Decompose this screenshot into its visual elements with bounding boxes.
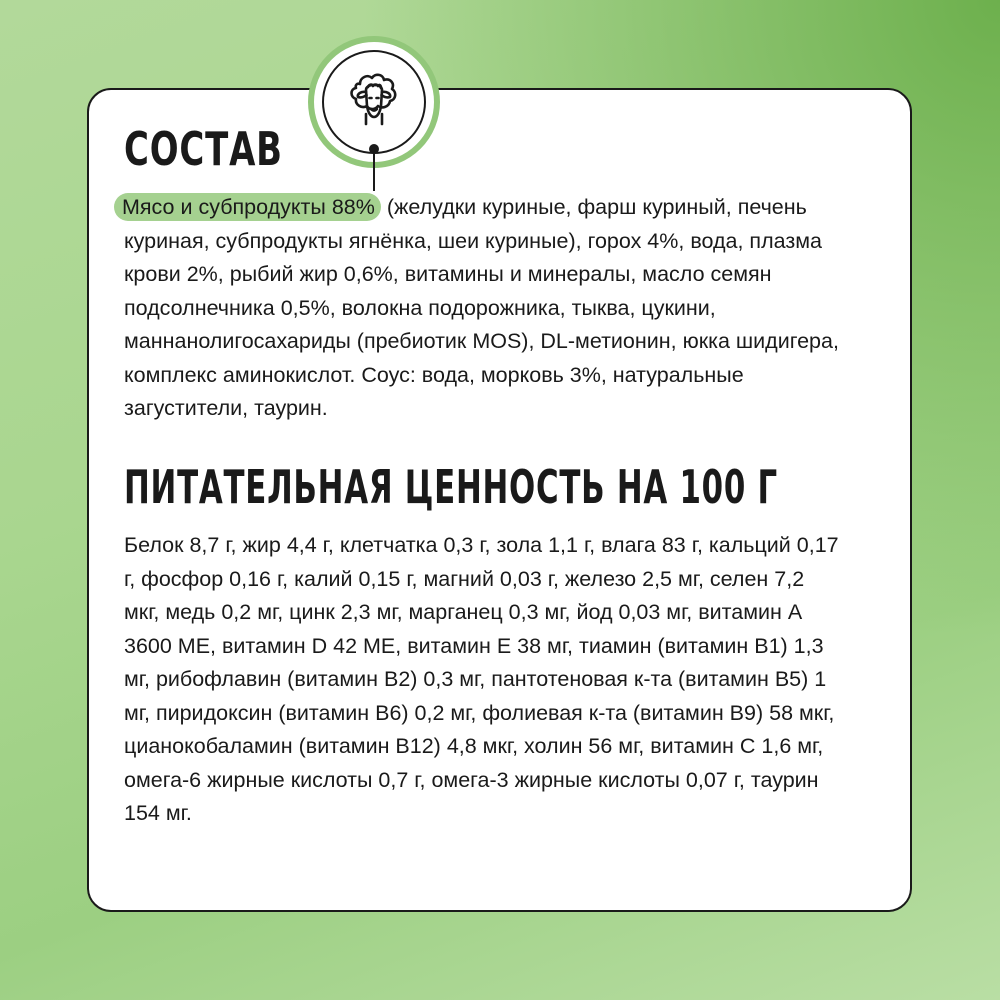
badge-connector-dot — [369, 144, 379, 154]
nutrition-title: ПИТАТЕЛЬНАЯ ЦЕННОСТЬ НА 100 Г — [124, 460, 778, 514]
composition-body: (желудки куриные, фарш куриный, печень куриная, субпродукты ягнёнка, шеи куриные), горох 4%, вода, плазма крови 2%, рыбий жир 0,6%, витамины и минералы, масло семян подсолнечника 0,5%, волокна подорожника, тыква, цукини, маннанолигосахариды (пребиотик MOS), DL-метионин, юкка шидигера, комплекс аминокислот. Соус: вода, морковь 3%, натуральные загустители, таурин. — [124, 195, 839, 420]
nutrition-text: Белок 8,7 г, жир 4,4 г, клетчатка 0,3 г, зола 1,1 г, влага 83 г, кальций 0,17 г, фосфор 0,16 г, калий 0,15 г, магний 0,03 г, железо 2,5 мг, селен 7,2 мкг, медь 0,2 мг, цинк 2,3 мг, марганец 0,3 мг, йод 0,03 мг, витамин А 3600 МЕ, витамин D 42 МЕ, витамин Е 38 мг, тиамин (витамин B1) 1,3 мг, рибофлавин (витамин B2) 0,3 мг, пантотеновая к-та (витамин B5) 1 мг, пиридоксин (витамин B6) 0,2 мг, фолиевая к-та (витамин B9) 58 мкг, цианокобаламин (витамин B12) 4,8 мкг, холин 56 мг, витамин С 1,6 мг, омега-6 жирные кислоты 0,7 г, омега-3 жирные кислоты 0,07 г, таурин 154 мг. — [124, 533, 839, 825]
sheep-icon — [342, 70, 406, 135]
badge-connector — [373, 154, 375, 191]
composition-text — [124, 191, 844, 426]
composition-highlight: Мясо и субпродукты 88% — [114, 193, 381, 221]
badge — [322, 50, 426, 154]
composition-title: СОСТАВ — [124, 122, 283, 176]
